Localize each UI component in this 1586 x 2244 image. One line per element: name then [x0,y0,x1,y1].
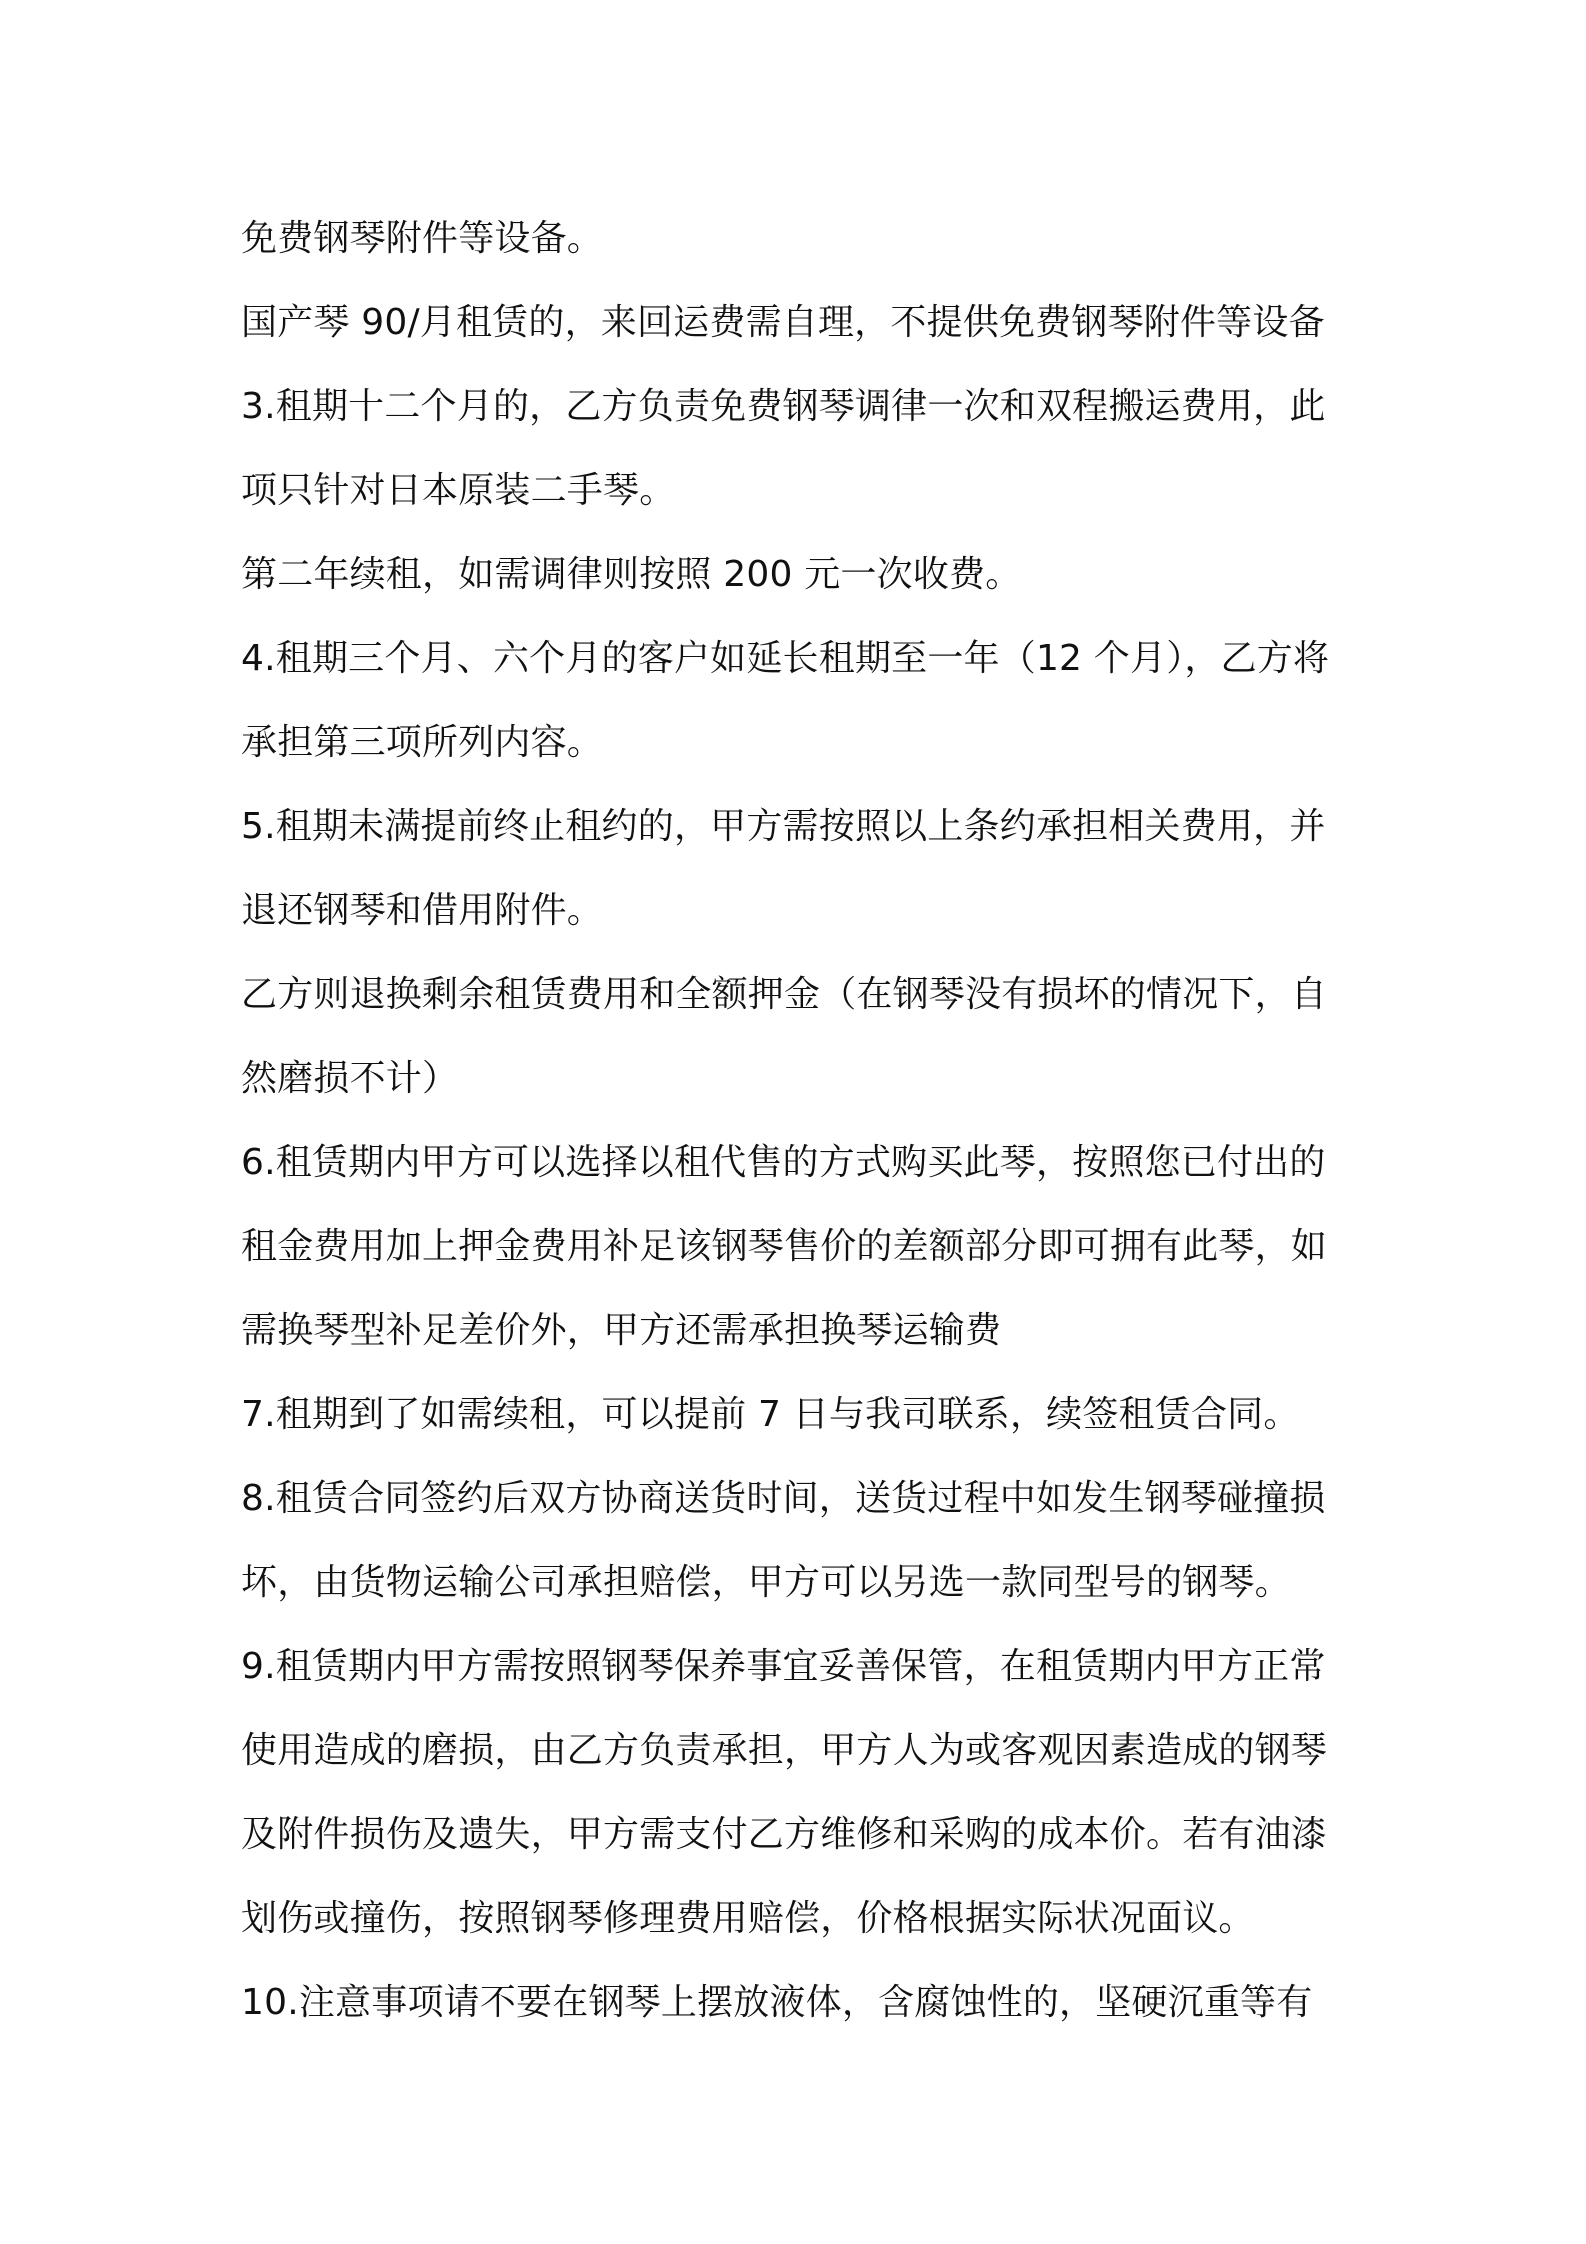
text-line: 国产琴 90/月租赁的，来回运费需自理，不提供免费钢琴附件等设备 [241,302,1325,343]
text-line: 免费钢琴附件等设备。 [241,218,604,259]
contract-text [241,197,1351,2045]
text-line: 项只针对日本原装二手琴。 [241,470,676,511]
text-line: 第二年续租，如需调律则按照 200 元一次收费。 [241,554,1022,595]
text-line: 使用造成的磨损，由乙方负责承担，甲方人为或客观因素造成的钢琴 [241,1730,1328,1771]
text-line: 10.注意事项请不要在钢琴上摆放液体，含腐蚀性的，坚硬沉重等有 [241,1982,1313,2023]
text-line: 及附件损伤及遗失，甲方需支付乙方维修和采购的成本价。若有油漆 [241,1814,1328,1855]
text-line: 退还钢琴和借用附件。 [241,890,604,931]
text-line: 5.租期未满提前终止租约的，甲方需按照以上条约承担相关费用，并 [241,806,1326,847]
text-line: 6.租赁期内甲方可以选择以租代售的方式购买此琴，按照您已付出的 [241,1142,1326,1183]
text-line: 乙方则退换剩余租赁费用和全额押金（在钢琴没有损坏的情况下，自 [241,974,1328,1015]
text-line: 承担第三项所列内容。 [241,722,604,763]
text-line: 4.租期三个月、六个月的客户如延长租期至一年（12 个月），乙方将 [241,638,1330,679]
text-line: 需换琴型补足差价外，甲方还需承担换琴运输费 [241,1310,1002,1351]
text-line: 9.租赁期内甲方需按照钢琴保养事宜妥善保管，在租赁期内甲方正常 [241,1646,1326,1687]
text-line: 3.租期十二个月的，乙方负责免费钢琴调律一次和双程搬运费用，此 [241,386,1326,427]
text-line: 划伤或撞伤，按照钢琴修理费用赔偿，价格根据实际状况面议。 [241,1898,1255,1939]
text-line: 坏，由货物运输公司承担赔偿，甲方可以另选一款同型号的钢琴。 [241,1562,1291,1603]
text-line: 8.租赁合同签约后双方协商送货时间，送货过程中如发生钢琴碰撞损 [241,1478,1326,1519]
text-line: 然磨损不计） [241,1058,459,1099]
text-line: 租金费用加上押金费用补足该钢琴售价的差额部分即可拥有此琴，如 [241,1226,1328,1267]
text-line: 7.租期到了如需续租，可以提前 7 日与我司联系，续签租赁合同。 [241,1394,1300,1435]
